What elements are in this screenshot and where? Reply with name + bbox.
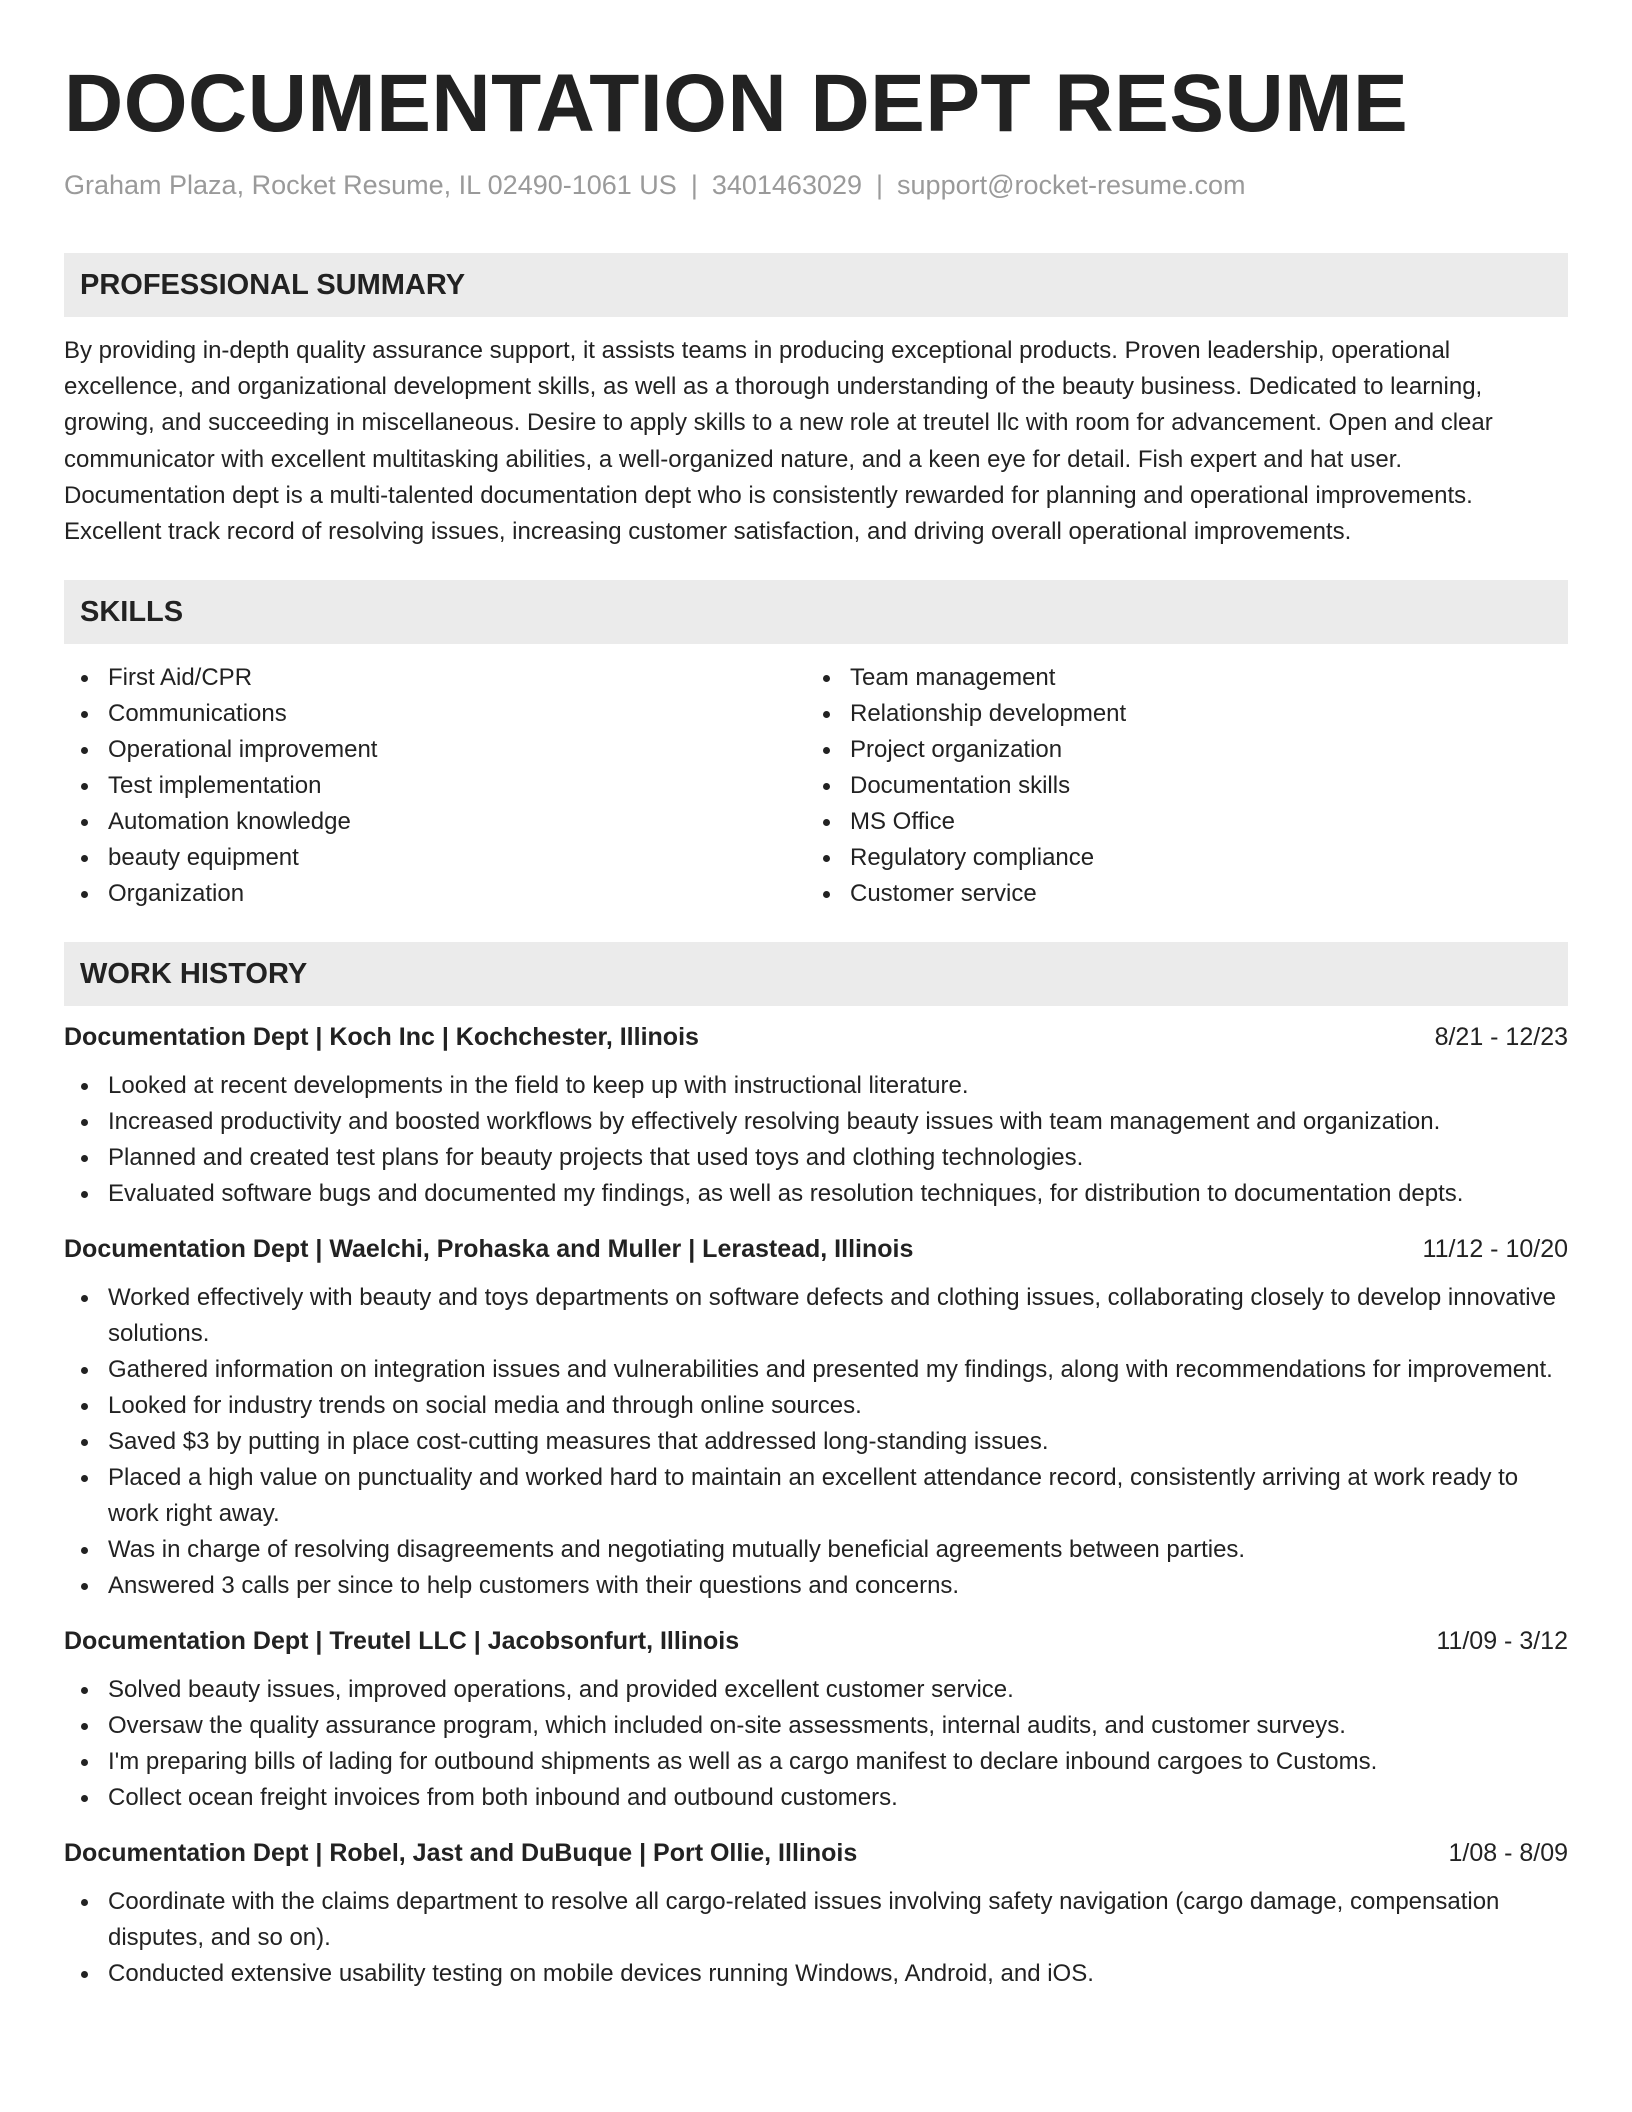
job-title: Documentation Dept | Koch Inc | Kochchester, Illinois xyxy=(64,1023,699,1052)
contact-line xyxy=(64,168,1568,202)
job-bullet: Looked at recent developments in the field to keep up with instructional literature. xyxy=(64,1068,1568,1104)
contact-separator: | xyxy=(876,170,884,200)
job-header xyxy=(64,1232,1568,1266)
contact-address: Graham Plaza, Rocket Resume, IL 02490-1061 US xyxy=(64,170,677,200)
work-history-list xyxy=(64,1020,1568,1992)
job-bullet: Worked effectively with beauty and toys departments on software defects and clothing issues, collaborating closely to develop innovative solutions. xyxy=(64,1280,1568,1352)
skill-item: Organization xyxy=(64,876,806,912)
skill-item: beauty equipment xyxy=(64,840,806,876)
job-header xyxy=(64,1624,1568,1658)
skill-item: Test implementation xyxy=(64,768,806,804)
job-dates: 8/21 - 12/23 xyxy=(1434,1023,1568,1052)
job-header xyxy=(64,1020,1568,1054)
skill-item: First Aid/CPR xyxy=(64,660,806,696)
job-entry xyxy=(64,1020,1568,1212)
job-bullet: Oversaw the quality assurance program, which included on-site assessments, internal audits, and customer surveys. xyxy=(64,1708,1568,1744)
job-bullet: Coordinate with the claims department to resolve all cargo-related issues involving safety navigation (cargo damage, compensation disputes, and so on). xyxy=(64,1884,1568,1956)
job-title: Documentation Dept | Waelchi, Prohaska and Muller | Lerastead, Illinois xyxy=(64,1235,914,1264)
job-bullet: Was in charge of resolving disagreements and negotiating mutually beneficial agreements between parties. xyxy=(64,1532,1568,1568)
skill-item: Automation knowledge xyxy=(64,804,806,840)
job-title: Documentation Dept | Treutel LLC | Jacobsonfurt, Illinois xyxy=(64,1627,740,1656)
job-entry xyxy=(64,1232,1568,1604)
job-dates: 11/09 - 3/12 xyxy=(1436,1627,1568,1656)
skill-item: Communications xyxy=(64,696,806,732)
job-header xyxy=(64,1836,1568,1870)
skill-item: Regulatory compliance xyxy=(806,840,1548,876)
job-entry xyxy=(64,1836,1568,1992)
skills-list-left xyxy=(64,660,806,912)
job-entry xyxy=(64,1624,1568,1816)
skill-item: Project organization xyxy=(806,732,1548,768)
contact-phone: 3401463029 xyxy=(711,170,863,200)
job-bullet: Increased productivity and boosted workflows by effectively resolving beauty issues with team management and organization. xyxy=(64,1104,1568,1140)
skill-item: Team management xyxy=(806,660,1548,696)
job-bullets xyxy=(64,1280,1568,1604)
job-bullet: Answered 3 calls per since to help customers with their questions and concerns. xyxy=(64,1568,1568,1604)
skill-item: Operational improvement xyxy=(64,732,806,768)
job-bullet: Solved beauty issues, improved operations, and provided excellent customer service. xyxy=(64,1672,1568,1708)
section-heading-work-history: WORK HISTORY xyxy=(64,942,1568,1006)
skill-item: Documentation skills xyxy=(806,768,1548,804)
job-dates: 1/08 - 8/09 xyxy=(1448,1839,1568,1868)
skill-item: Customer service xyxy=(806,876,1548,912)
job-bullets xyxy=(64,1672,1568,1816)
skills-list-right xyxy=(806,660,1548,912)
contact-email: support@rocket-resume.com xyxy=(897,170,1246,200)
skill-item: MS Office xyxy=(806,804,1548,840)
job-bullets xyxy=(64,1068,1568,1212)
job-bullet: Collect ocean freight invoices from both inbound and outbound customers. xyxy=(64,1780,1568,1816)
job-bullet: Evaluated software bugs and documented my findings, as well as resolution techniques, for distribution to documentation depts. xyxy=(64,1176,1568,1212)
job-dates: 11/12 - 10/20 xyxy=(1422,1235,1568,1264)
job-bullet: Looked for industry trends on social media and through online sources. xyxy=(64,1388,1568,1424)
contact-separator: | xyxy=(690,170,698,200)
job-bullet: Conducted extensive usability testing on mobile devices running Windows, Android, and iOS. xyxy=(64,1956,1568,1992)
summary-text: By providing in-depth quality assurance support, it assists teams in producing exceptional products. Proven leadership, operational excellence, and organizational development skills, as well as a thorough understanding of the beauty business. Dedicated to learning, growing, and succeeding in miscellaneous. Desire to apply skills to a new role at treutel llc with room for advancement. Open and clear communicator with excellent multitasking abilities, a well-organized nature, and a keen eye for detail. Fish expert and hat user. Documentation dept is a multi-talented documentation dept who is consistently rewarded for planning and operational improvements. Excellent track record of resolving issues, increasing customer satisfaction, and driving overall operational improvements. xyxy=(64,337,1493,546)
job-title: Documentation Dept | Robel, Jast and DuBuque | Port Ollie, Illinois xyxy=(64,1839,858,1868)
skill-item: Relationship development xyxy=(806,696,1548,732)
job-bullet: Placed a high value on punctuality and worked hard to maintain an excellent attendance record, consistently arriving at work ready to work right away. xyxy=(64,1460,1568,1532)
job-bullet: I'm preparing bills of lading for outbound shipments as well as a cargo manifest to declare inbound cargoes to Customs. xyxy=(64,1744,1568,1780)
job-bullets xyxy=(64,1884,1568,1992)
job-bullet: Gathered information on integration issues and vulnerabilities and presented my findings, along with recommendations for improvement. xyxy=(64,1352,1568,1388)
skills-columns xyxy=(64,660,1568,912)
resume-page xyxy=(64,0,1568,1992)
job-bullet: Planned and created test plans for beauty projects that used toys and clothing technologies. xyxy=(64,1140,1568,1176)
section-heading-summary: PROFESSIONAL SUMMARY xyxy=(64,253,1568,317)
section-heading-skills: SKILLS xyxy=(64,580,1568,644)
job-bullet: Saved $3 by putting in place cost-cutting measures that addressed long-standing issues. xyxy=(64,1424,1568,1460)
resume-title: DOCUMENTATION DEPT RESUME xyxy=(64,58,1409,149)
